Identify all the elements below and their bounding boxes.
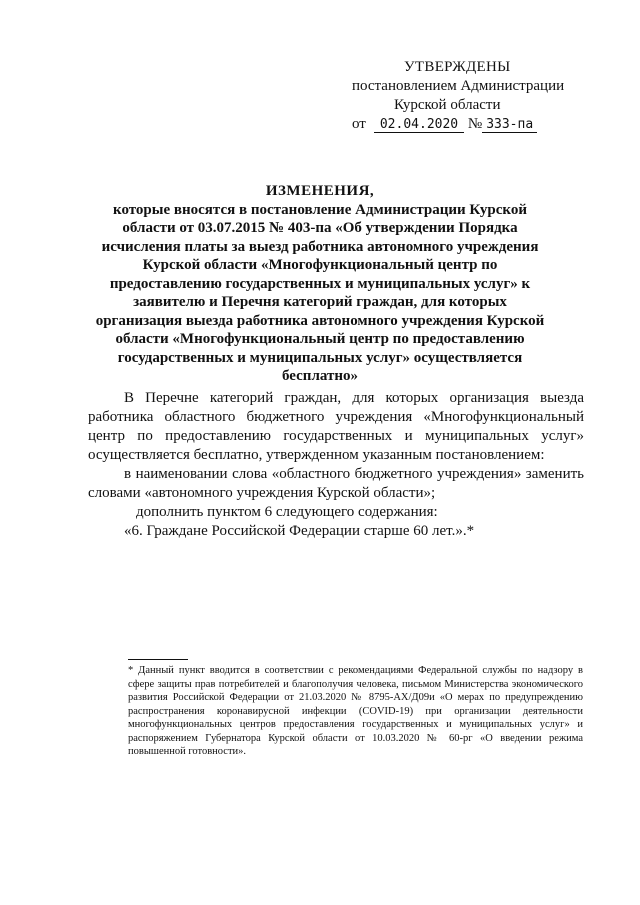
document-body [88,389,584,541]
approval-region: Курской области [394,97,501,113]
body-paragraph-2: в наименовании слова «областного бюджетного учреждения» заменить словами «автономного учреждения Курской области»; [88,466,584,501]
approval-date: 02.04.2020 [374,117,464,133]
footnote: * Данный пункт вводится в соответствии с рекомендациями Федеральной службы по надзору в сфере защиты прав потребителей и благополучия человека, письмом Министерства экономического развития Российской Федерации от 21.03.2020 № 8795-АХ/Д09и «О мерах по предупреждению распространения коронавирусной инфекции (COVID-19) при организации деятельности многофункциональных центров предоставления государственных и муниципальных услуг» и распоряжением Губернатора Курской области от 10.03.2020 № 60-рг «О введении режима повышенной готовности». [128,665,583,757]
approval-block [330,58,580,134]
heading-subtitle: которые вносятся в постановление Администрации Курской области от 03.07.2015 № 403-па «Об утверждении Порядка исчисления платы за выезд работника автономного учреждения Курской области «Многофункциональный центр по предоставлению государственных и муниципальных услуг» к заявителю и Перечня категорий граждан, для которых организация выезда работника автономного учреждения Курской области «Многофункциональный центр по предоставлению государственных и муниципальных услуг» осуществляется бесплатно» [95,201,545,384]
footnote-divider [128,659,188,660]
body-paragraph-4: «6. Граждане Российской Федерации старше 60 лет.».* [124,523,475,539]
approval-issuer: постановлением Администрации [352,78,565,94]
number-sign: № [467,116,483,132]
approval-title: УТВЕРЖДЕНЫ [404,59,511,75]
heading-title: ИЗМЕНЕНИЯ, [265,183,375,199]
body-paragraph-3: дополнить пунктом 6 следующего содержания: [136,504,438,520]
approval-number: 333-па [482,117,537,133]
date-prefix: от [352,116,366,132]
body-paragraph-1: В Перечне категорий граждан, для которых организация выезда работника областного бюджетного учреждения «Многофункциональный центр по предоставлению государственных и муниципальных услуг» осуществляется бесплатно, утвержденном указанным постановлением: [88,390,584,463]
document-heading [95,182,545,386]
approval-date-line [330,115,580,134]
